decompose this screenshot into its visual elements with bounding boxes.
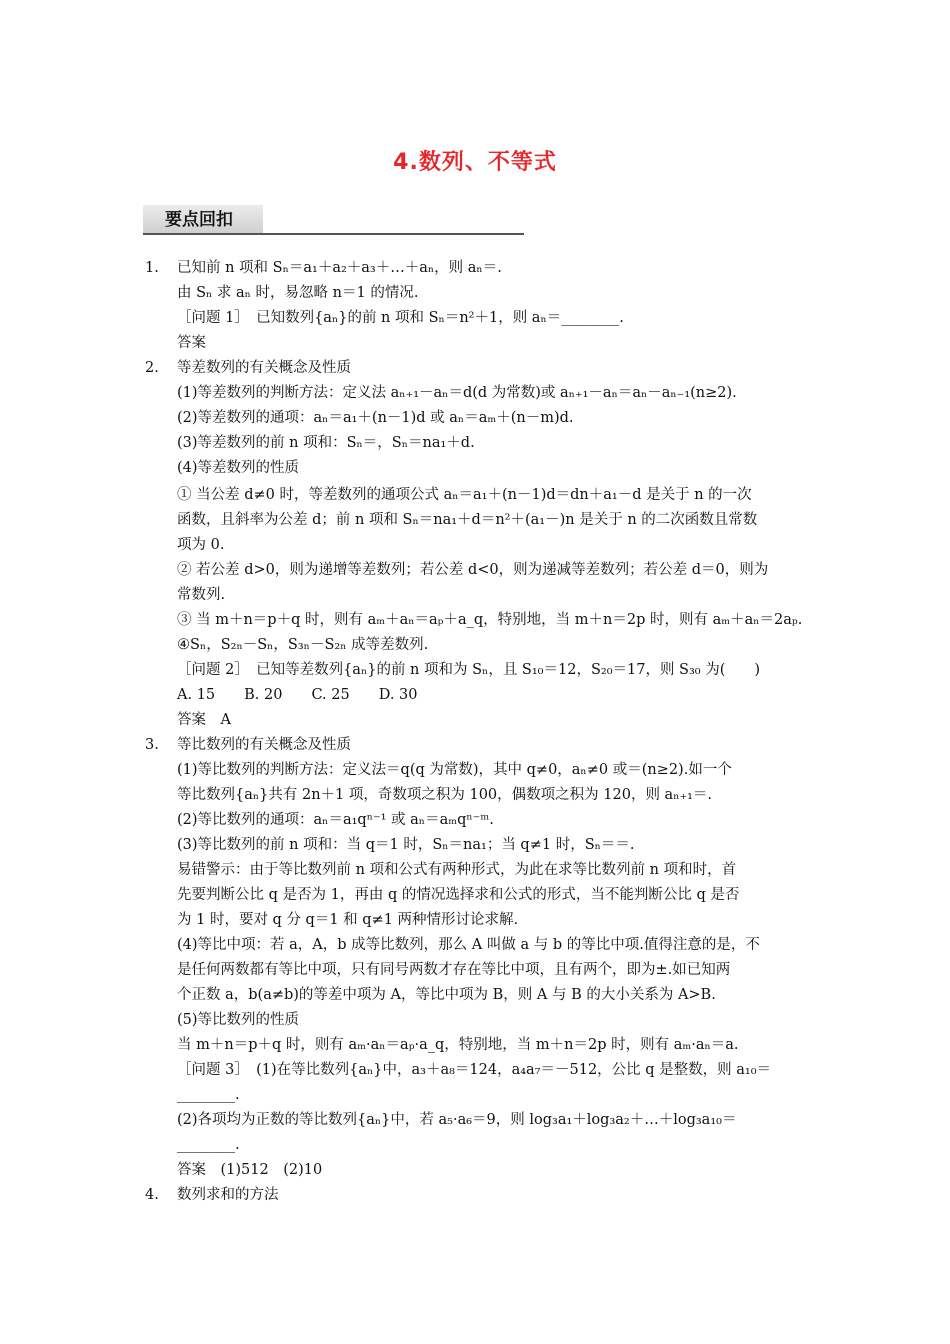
text-line: 项为 0. (177, 537, 225, 553)
item-number-4: 4. (145, 1187, 159, 1203)
text-line: 易错警示：由于等比数列前 n 项和公式有两种形式，为此在求等比数列前 n 项和时，首 (177, 862, 737, 878)
item-heading: 等比数列的有关概念及性质 (177, 737, 351, 753)
text-line: (4)等比中项：若 a，A，b 成等比数列，那么 A 叫做 a 与 b 的等比中项.值得注意的是，不 (177, 937, 760, 953)
text-line: (2)各项均为正数的等比数列{aₙ}中，若 a₅·a₆＝9，则 log₃a₁＋log₃a₂＋…＋log₃a₁₀＝ (177, 1112, 737, 1128)
text-line: (1)等差数列的判断方法：定义法 aₙ₊₁－aₙ＝d(d 为常数)或 aₙ₊₁－aₙ＝aₙ－aₙ₋₁(n≥2). (177, 385, 737, 401)
section-header (143, 205, 524, 235)
text-line: (4)等差数列的性质 (177, 460, 300, 476)
text-line: 个正数 a，b(a≠b)的等差中项为 A，等比中项为 B，则 A 与 B 的大小关系为 A>B. (177, 987, 716, 1003)
item-number-2: 2. (145, 360, 159, 376)
item-number-3: 3. (145, 737, 159, 753)
answer-2: 答案 A (177, 712, 231, 728)
text-line: ④Sₙ，S₂ₙ－Sₙ，S₃ₙ－S₂ₙ 成等差数列. (177, 637, 429, 653)
text-line: ③ 当 m＋n＝p＋q 时，则有 aₘ＋aₙ＝aₚ＋a_q，特别地，当 m＋n＝2p 时，则有 aₘ＋aₙ＝2aₚ. (177, 612, 803, 628)
item-heading: 数列求和的方法 (177, 1187, 279, 1203)
text-line: ________. (177, 1087, 240, 1103)
text-line: ① 当公差 d≠0 时，等差数列的通项公式 aₙ＝a₁＋(n－1)d＝dn＋a₁－d 是关于 n 的一次 (177, 487, 752, 503)
question-1: ［问题 1］ 已知数列{aₙ}的前 n 项和 Sₙ＝n²＋1，则 aₙ＝________. (177, 310, 624, 326)
answer-1: 答案 (177, 335, 206, 351)
question-2: ［问题 2］ 已知等差数列{aₙ}的前 n 项和为 Sₙ，且 S₁₀＝12，S₂₀＝17，则 S₃₀ 为( ) (177, 662, 761, 678)
text-line: 等比数列{aₙ}共有 2n＋1 项，奇数项之积为 100，偶数项之积为 120，则 aₙ₊₁＝. (177, 787, 713, 803)
item-number-1: 1. (145, 260, 159, 276)
text-line: ________. (177, 1137, 240, 1153)
text-line: 为 1 时，要对 q 分 q＝1 和 q≠1 两种情形讨论求解. (177, 912, 519, 928)
text-line: 函数，且斜率为公差 d；前 n 项和 Sₙ＝na₁＋d＝n²＋(a₁－)n 是关于 n 的二次函数且常数 (177, 512, 758, 528)
item-heading: 等差数列的有关概念及性质 (177, 360, 351, 376)
answer-3: 答案 (1)512 (2)10 (177, 1162, 323, 1178)
text-line: 先要判断公比 q 是否为 1，再由 q 的情况选择求和公式的形式，当不能判断公比 q 是否 (177, 887, 740, 903)
page-title: 4.数列、不等式 (393, 150, 557, 175)
text-line: (3)等比数列的前 n 项和：当 q＝1 时，Sₙ＝na₁；当 q≠1 时，Sₙ＝＝. (177, 837, 635, 853)
text-line: (2)等比数列的通项：aₙ＝a₁qⁿ⁻¹ 或 aₙ＝aₘqⁿ⁻ᵐ. (177, 812, 494, 828)
text-line: 常数列. (177, 587, 226, 603)
section-title: 要点回扣 (143, 205, 263, 233)
text-line: ② 若公差 d>0，则为递增等差数列；若公差 d<0，则为递减等差数列；若公差 d＝0，则为 (177, 562, 769, 578)
question-2-options: A. 15 B. 20 C. 25 D. 30 (177, 687, 418, 703)
question-3: ［问题 3］ (1)在等比数列{aₙ}中，a₃＋a₈＝124，a₄a₇＝－512，公比 q 是整数，则 a₁₀＝ (177, 1062, 772, 1078)
text-line: (2)等差数列的通项：aₙ＝a₁＋(n－1)d 或 aₙ＝aₘ＋(n－m)d. (177, 410, 574, 426)
text-line: (3)等差数列的前 n 项和：Sₙ＝，Sₙ＝na₁＋d. (177, 435, 475, 451)
text-line: 由 Sₙ 求 aₙ 时，易忽略 n＝1 的情况. (177, 285, 419, 301)
text-line: (1)等比数列的判断方法：定义法＝q(q 为常数)，其中 q≠0，aₙ≠0 或＝(n≥2).如一个 (177, 762, 732, 778)
text-line: 当 m＋n＝p＋q 时，则有 aₘ·aₙ＝aₚ·a_q，特别地，当 m＋n＝2p 时，则有 aₘ·aₙ＝a. (177, 1037, 739, 1053)
text-line: 是任何两数都有等比中项，只有同号两数才存在等比中项，且有两个，即为±.如已知两 (177, 962, 731, 978)
text-line: 已知前 n 项和 Sₙ＝a₁＋a₂＋a₃＋…＋aₙ，则 aₙ＝. (177, 260, 502, 276)
text-line: (5)等比数列的性质 (177, 1012, 300, 1028)
